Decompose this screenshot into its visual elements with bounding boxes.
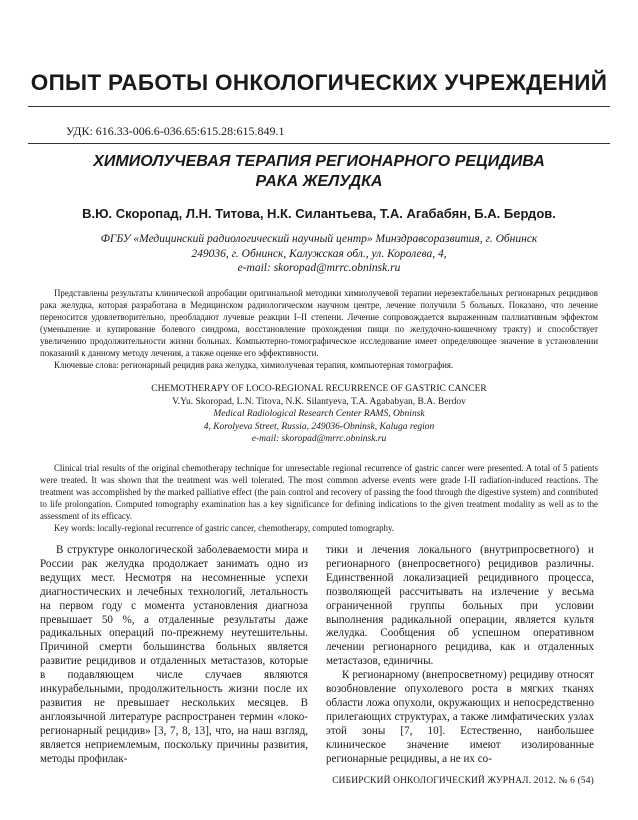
- body-paragraph: К регионарному (внепросветному) рецидиву относят возобновление опухолевого роста в мягких тканях области ложа опухоли, окружающих и непосредственно прилегающих структурах, а также лимфатических узлах этой зоны [7, 10]. Естественно, наибольшее клиническое значение имеют изолированные регионарные рецидивы, а не их со-: [326, 669, 594, 765]
- english-affiliation-line-2: 4, Korolyeva Street, Russia, 249036-Obninsk, Kaluga region: [203, 421, 435, 432]
- abstract-ru-text: Представлены результаты клинической апробации оригинальной методики химиолучевой терапии нерезектабельных регионарных рецидивов рака желудка, которая разработана в Медицинском радиологическом научном центре, лечение получили 5 больных. Показано, что лечение переносится удовлетворительно, преобладают лучевые реакции I–II степени. Лечение сопровождается выраженным паллиативным эффектом (уменьшение и купирование болевого синдрома, восстановление прохождения пищи по желудочно-кишечному тракту) и способствует увеличению продолжительности жизни больных. Компьютерно-томографическое исследование имеет определяющее значение в установлении показаний к данному методу лечения, а также оценке его эффективности.: [40, 288, 598, 358]
- article-title-line-2: РАКА ЖЕЛУДКА: [255, 173, 383, 190]
- abstract-ru: [40, 287, 598, 371]
- keywords-en: Key words: locally-regional recurrence of gastric cancer, chemotherapy, computed tomography.: [54, 523, 395, 533]
- body-paragraph: тики и лечения локального (внутрипросветного) и регионарного (внепросветного) рецидивов различны. Единственной локализацией рецидивного процесса, позволяющей рассчитывать на излечение у весьма ограниченной группы больных при условии выполнения радикальной операции, является культя желудка. Сообщения об успешном оперативном лечении регионарного рецидива, как и отдаленных метастазов, единичны.: [326, 544, 594, 668]
- english-affiliation-line-1: Medical Radiological Research Center RAMS, Obninsk: [213, 409, 425, 419]
- affiliation-line-1: ФГБУ «Медицинский радиологический научный центр» Минздравсоразвития, г. Обнинск: [100, 233, 538, 245]
- english-header: [110, 383, 528, 446]
- english-authors: V.Yu. Skoropad, L.N. Titova, N.K. Silantyeva, T.A. Agababyan, B.A. Berdov: [172, 396, 466, 407]
- abstract-en-text: Clinical trial results of the original chemotherapy technique for unresectable regional recurrence of gastric cancer were presented. A total of 5 patients were treated. It was shown that the treatment was well tolerated. The most common adverse events were grade I-II radiation-induced reactions. The treatment was accomplished by the marked palliative effect (the pain control and recovery of passing the food through the digestive system) and contributed to life prolongation. Computed tomography examination has a key significance for defining indications to the given treatment modality as well as to the assessment of its efficacy.: [40, 463, 598, 521]
- udc-code: УДК: 616.33-006.6-036.65:615.28:615.849.1: [66, 124, 285, 138]
- section-divider: [28, 106, 610, 107]
- body-column-right: [326, 544, 594, 767]
- affiliation-line-2: 249036, г. Обнинск, Калужская обл., ул. Королева, 4,: [191, 247, 447, 260]
- abstract-en: [40, 462, 598, 534]
- article-title: [60, 152, 578, 192]
- article-title-line-1: ХИМИОЛУЧЕВАЯ ТЕРАПИЯ РЕГИОНАРНОГО РЕЦИДИВА: [93, 153, 545, 170]
- body-column-left: [40, 544, 308, 767]
- section-title: ОПЫТ РАБОТЫ ОНКОЛОГИЧЕСКИХ УЧРЕЖДЕНИЙ: [30, 70, 608, 95]
- affiliation-email: e-mail: skoropad@mrrc.obninsk.ru: [237, 262, 401, 274]
- english-title: CHEMOTHERAPY OF LOCO-REGIONAL RECURRENCE OF GASTRIC CANCER: [151, 384, 487, 394]
- keywords-ru: Ключевые слова: регионарный рецидив рака желудка, химиолучевая терапия, компьютерная томография.: [54, 360, 454, 370]
- journal-footer: СИБИРСКИЙ ОНКОЛОГИЧЕСКИЙ ЖУРНАЛ. 2012. № 6 (54): [332, 776, 594, 786]
- body-paragraph: В структуре онкологической заболеваемости мира и России рак желудка продолжает занимать одно из ведущих мест. Несмотря на несомненные успехи диагностических и лечебных технологий, летальность на первом году с момента установления диагноза превышает 50 %, а отдаленные результаты даже радикальных операций по-прежнему неутешительны. Причиной смерти большинства больных является развитие рецидивов и отдаленных метастазов, которые в подавляющем числе случаев являются инкурабельными, продолжительность жизни после их развития не превышает нескольких месяцев. В англоязычной литературе распространен термин «локо-регионарный рецидив» [3, 7, 8, 13], что, на наш взгляд, является неприемлемым, поскольку причины развития, методы профилак-: [40, 544, 308, 765]
- english-email: e-mail: skoropad@mrrc.obninsk.ru: [251, 434, 387, 444]
- udc-divider: [28, 143, 610, 144]
- affiliation: [80, 232, 558, 276]
- authors: В.Ю. Скоропад, Л.Н. Титова, Н.К. Силантьева, Т.А. Агабабян, Б.А. Бердов.: [82, 206, 556, 221]
